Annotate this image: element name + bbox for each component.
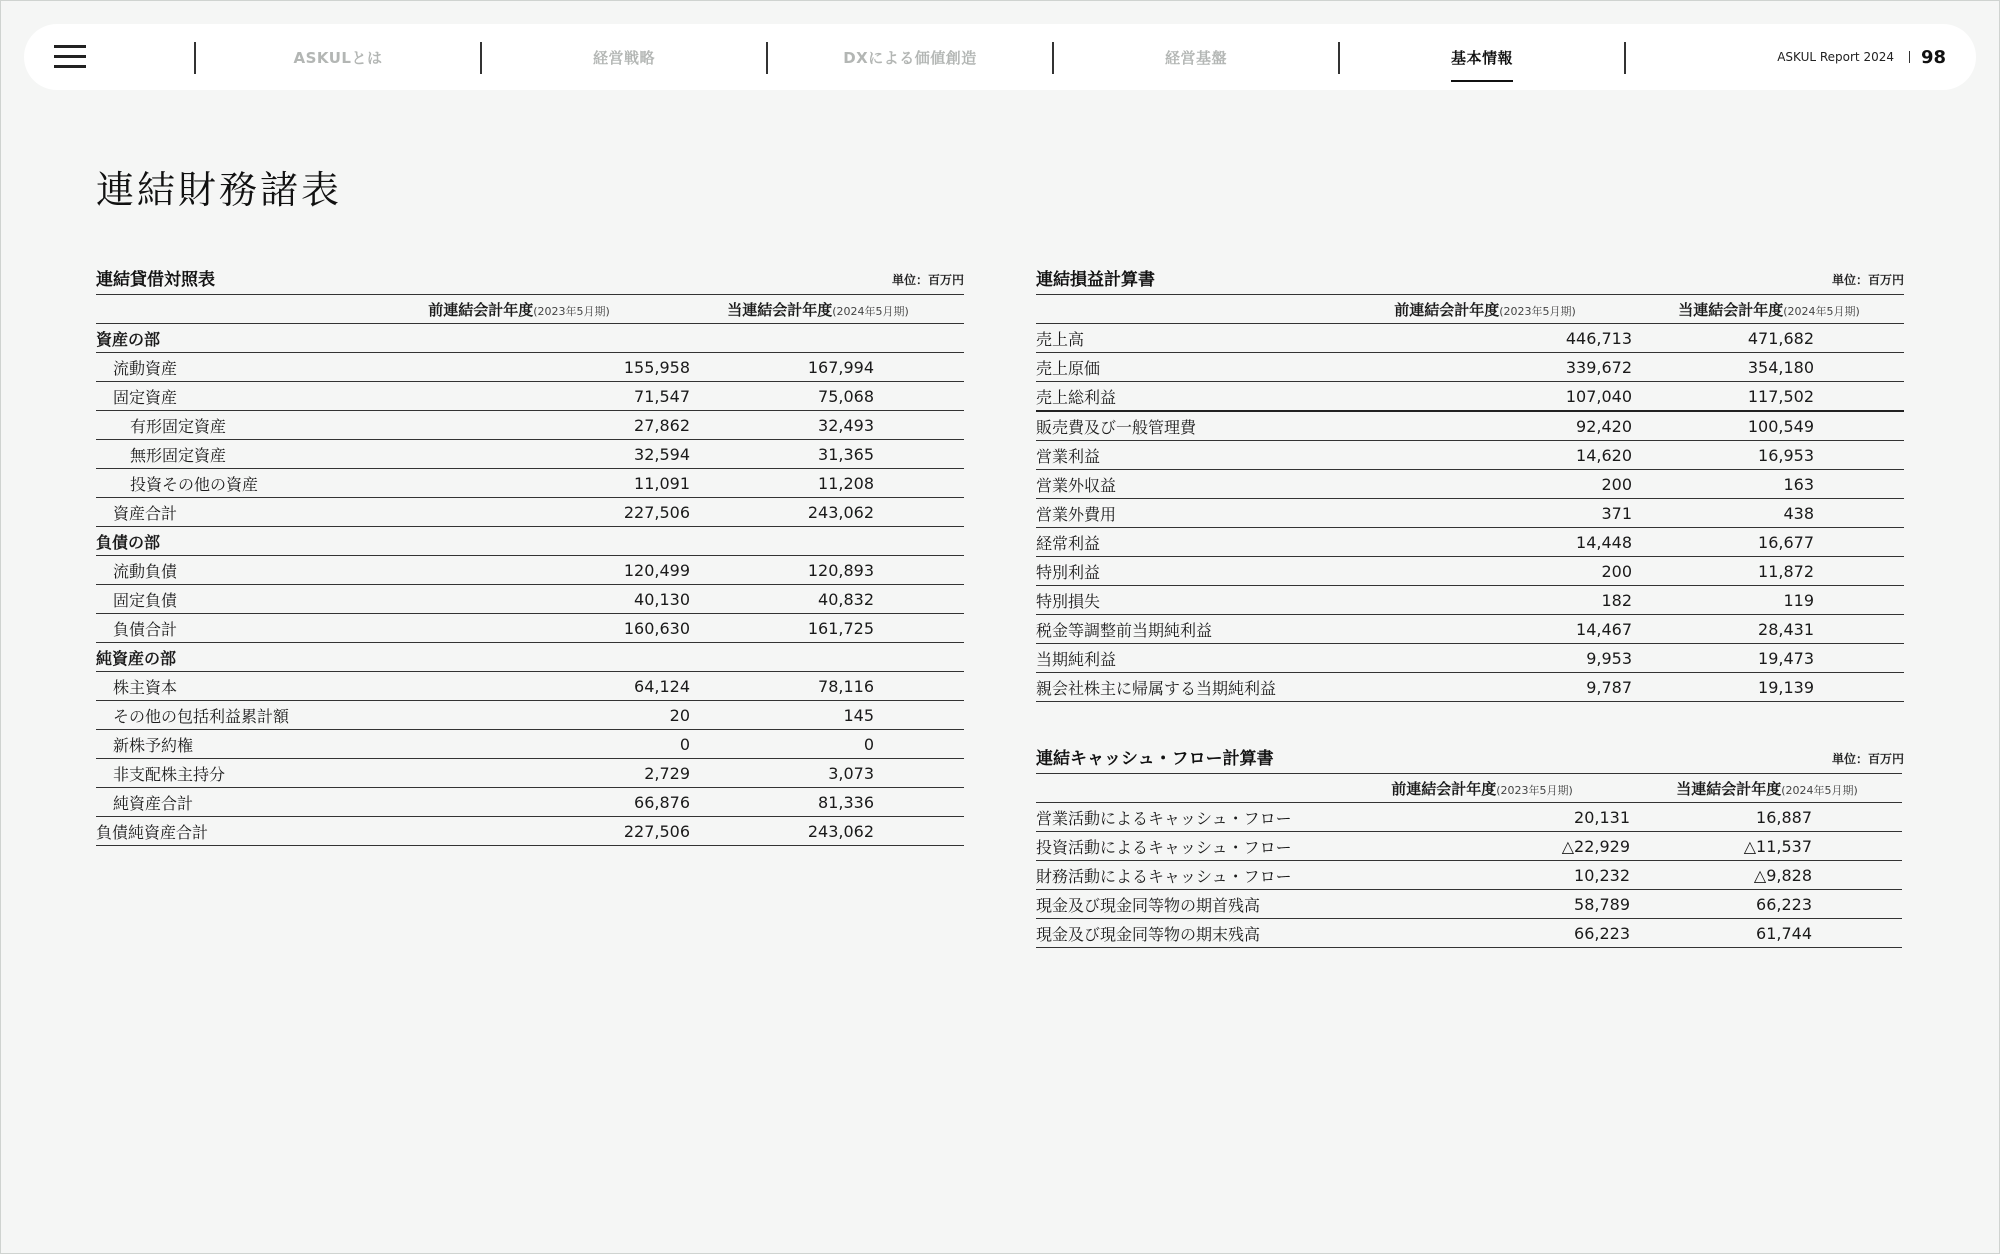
page-number: 98 [1920,46,1946,68]
table-row [96,498,964,527]
table-row [1036,324,1904,353]
table-row [96,643,964,672]
table-title: 連結貸借対照表 [96,270,215,290]
table-row [1036,586,1904,615]
value-current-year: 243,062 [692,498,964,527]
tab-management-foundation[interactable] [1054,24,1338,90]
value-current-year: 438 [1634,499,1904,528]
value-current-year: 11,208 [692,469,964,498]
value-current-year: 16,953 [1634,441,1904,470]
value-prior-year: 120,499 [366,556,692,585]
table-row [96,527,964,556]
row-label: 親会社株主に帰属する当期純利益 [1036,673,1336,702]
column-header-period: (2023年5月期) [533,304,610,318]
tab-askul-about[interactable] [196,24,480,90]
row-label: 負債の部 [96,527,366,556]
value-prior-year: 446,713 [1336,324,1634,353]
table-row [1036,615,1904,644]
value-current-year: 167,994 [692,353,964,382]
column-header-period: (2024年5月期) [832,304,909,318]
value-current-year: 471,682 [1634,324,1904,353]
value-current-year: 31,365 [692,440,964,469]
value-prior-year: 66,876 [366,788,692,817]
value-prior-year: 2,729 [366,759,692,788]
value-prior-year: 200 [1336,470,1634,499]
tab-label: DXによる価値創造 [843,48,977,67]
value-current-year: 40,832 [692,585,964,614]
row-label: その他の包括利益累計額 [96,701,366,730]
table-row [1036,861,1902,890]
table-caption [1036,262,1904,294]
row-label: 特別損失 [1036,586,1336,615]
row-label: 流動資産 [96,353,366,382]
value-current-year: 161,725 [692,614,964,643]
unit-label: 単位：百万円 [1831,752,1904,766]
row-label: 資産の部 [96,324,366,353]
value-current-year: 61,744 [1632,919,1902,948]
value-current-year: 78,116 [692,672,964,701]
column-header-label: 当連結会計年度 [1678,300,1784,319]
table-row [96,382,964,411]
value-current-year: 28,431 [1634,615,1904,644]
row-label: 営業外費用 [1036,499,1336,528]
value-prior-year: 0 [366,730,692,759]
table-row [96,556,964,585]
table-row [96,817,964,846]
value-prior-year: 20 [366,701,692,730]
header-row [1036,774,1902,803]
tab-dx-value-creation[interactable] [768,24,1052,90]
hamburger-menu-icon[interactable] [54,45,86,69]
value-prior-year: 11,091 [366,469,692,498]
row-label: 負債純資産合計 [96,817,366,846]
value-prior-year: 9,953 [1336,644,1634,673]
tab-label: ASKULとは [293,48,383,67]
value-current-year: 75,068 [692,382,964,411]
row-label: 当期純利益 [1036,644,1336,673]
value-current-year: 145 [692,701,964,730]
value-prior-year: 58,789 [1332,890,1632,919]
column-header [1632,774,1902,803]
value-current-year: 120,893 [692,556,964,585]
value-current-year: △9,828 [1632,861,1902,890]
value-prior-year: 9,787 [1336,673,1634,702]
value-prior-year: 20,131 [1332,803,1632,832]
value-prior-year [366,527,692,556]
row-label: 有形固定資産 [96,411,366,440]
table-row [96,411,964,440]
tab-basic-information[interactable] [1340,24,1624,90]
table-row [1036,890,1902,919]
value-current-year: 32,493 [692,411,964,440]
table-row [1036,353,1904,382]
value-current-year [692,527,964,556]
column-header [366,295,692,324]
column-header-period: (2024年5月期) [1781,783,1858,797]
top-navigation-bar [24,24,1976,90]
value-prior-year: 339,672 [1336,353,1634,382]
table-row [1036,673,1904,702]
value-current-year: 117,502 [1634,382,1904,412]
table-row [96,759,964,788]
table-row [96,469,964,498]
value-prior-year: 14,467 [1336,615,1634,644]
value-prior-year: 182 [1336,586,1634,615]
value-prior-year: 66,223 [1332,919,1632,948]
row-label: 売上原価 [1036,353,1336,382]
unit-label: 単位：百万円 [1831,273,1904,287]
row-label: 税金等調整前当期純利益 [1036,615,1336,644]
column-header-period: (2023年5月期) [1499,304,1576,318]
value-prior-year: 227,506 [366,817,692,846]
table-title: 連結損益計算書 [1036,270,1155,290]
value-current-year: 16,887 [1632,803,1902,832]
value-current-year: 243,062 [692,817,964,846]
table-title: 連結キャッシュ・フロー計算書 [1036,749,1274,769]
tab-label: 経営戦略 [592,48,655,67]
value-current-year: 16,677 [1634,528,1904,557]
table-row [1036,919,1902,948]
column-header-label: 前連結会計年度 [428,300,534,319]
header-label-cell [1036,774,1332,803]
row-label: 売上高 [1036,324,1336,353]
value-prior-year: 107,040 [1336,382,1634,412]
value-prior-year: 14,620 [1336,441,1634,470]
table-row [96,672,964,701]
table-row [1036,557,1904,586]
table-row [96,440,964,469]
value-current-year: 163 [1634,470,1904,499]
column-header-label: 前連結会計年度 [1391,779,1497,798]
table-row [1036,803,1902,832]
column-header-label: 当連結会計年度 [727,300,833,319]
row-label: 株主資本 [96,672,366,701]
value-current-year: 100,549 [1634,411,1904,441]
table-row [96,730,964,759]
row-label: 特別利益 [1036,557,1336,586]
table-row [1036,411,1904,441]
row-label: 営業外収益 [1036,470,1336,499]
header-row [96,295,964,324]
value-prior-year: 92,420 [1336,411,1634,441]
value-current-year: 11,872 [1634,557,1904,586]
value-current-year: 19,139 [1634,673,1904,702]
value-prior-year: 64,124 [366,672,692,701]
value-prior-year: 27,862 [366,411,692,440]
row-label: 販売費及び一般管理費 [1036,411,1336,441]
value-prior-year: 71,547 [366,382,692,411]
tab-label: 経営基盤 [1164,48,1227,67]
header-label-cell [1036,295,1336,324]
value-prior-year: 200 [1336,557,1634,586]
income-statement-table [1036,294,1904,702]
table-row [96,585,964,614]
header-label-cell [96,295,366,324]
column-header-period: (2023年5月期) [1496,783,1573,797]
page-title: 連結財務諸表 [96,168,343,213]
value-prior-year: 40,130 [366,585,692,614]
value-current-year: 3,073 [692,759,964,788]
value-prior-year [366,643,692,672]
row-label: 財務活動によるキャッシュ・フロー [1036,861,1332,890]
row-label: 純資産の部 [96,643,366,672]
active-tab-underline [1451,80,1513,82]
row-label: 資産合計 [96,498,366,527]
row-label: 経常利益 [1036,528,1336,557]
row-label: 固定資産 [96,382,366,411]
report-title: ASKUL Report 2024 [1777,50,1894,64]
row-label: 無形固定資産 [96,440,366,469]
income-statement-section [1036,262,1904,702]
cash-flow-table [1036,773,1902,948]
row-label: 営業活動によるキャッシュ・フロー [1036,803,1332,832]
row-label: 営業利益 [1036,441,1336,470]
table-caption [1036,741,1902,773]
tab-label: 基本情報 [1450,48,1513,67]
row-label: 新株予約権 [96,730,366,759]
page-number-separator [1909,51,1910,63]
table-row [96,324,964,353]
column-header [1336,295,1634,324]
row-label: 現金及び現金同等物の期末残高 [1036,919,1332,948]
balance-sheet-section [96,262,964,846]
value-current-year: △11,537 [1632,832,1902,861]
row-label: 固定負債 [96,585,366,614]
balance-sheet-table [96,294,964,846]
unit-label: 単位：百万円 [891,273,964,287]
table-row [1036,470,1904,499]
table-row [96,788,964,817]
value-prior-year: △22,929 [1332,832,1632,861]
table-row [1036,382,1904,412]
row-label: 負債合計 [96,614,366,643]
value-current-year [692,324,964,353]
table-caption [96,262,964,294]
row-label: 投資その他の資産 [96,469,366,498]
header-row [1036,295,1904,324]
column-header [692,295,964,324]
row-label: 純資産合計 [96,788,366,817]
value-prior-year: 155,958 [366,353,692,382]
value-prior-year: 32,594 [366,440,692,469]
table-row [96,353,964,382]
value-current-year: 19,473 [1634,644,1904,673]
value-prior-year: 227,506 [366,498,692,527]
table-row [96,701,964,730]
value-current-year [692,643,964,672]
value-prior-year [366,324,692,353]
table-row [1036,499,1904,528]
column-header-label: 当連結会計年度 [1676,779,1782,798]
row-label: 現金及び現金同等物の期首残高 [1036,890,1332,919]
value-prior-year: 10,232 [1332,861,1632,890]
table-row [1036,644,1904,673]
value-current-year: 81,336 [692,788,964,817]
column-header-label: 前連結会計年度 [1394,300,1500,319]
value-prior-year: 160,630 [366,614,692,643]
table-row [1036,441,1904,470]
table-row [96,614,964,643]
column-header [1332,774,1632,803]
value-current-year: 0 [692,730,964,759]
value-prior-year: 14,448 [1336,528,1634,557]
table-row [1036,832,1902,861]
row-label: 売上総利益 [1036,382,1336,412]
column-header [1634,295,1904,324]
nav-divider [1624,42,1626,74]
column-header-period: (2024年5月期) [1783,304,1860,318]
value-current-year: 354,180 [1634,353,1904,382]
row-label: 非支配株主持分 [96,759,366,788]
row-label: 流動負債 [96,556,366,585]
cash-flow-section [1036,741,1902,948]
table-row [1036,528,1904,557]
value-current-year: 119 [1634,586,1904,615]
value-prior-year: 371 [1336,499,1634,528]
row-label: 投資活動によるキャッシュ・フロー [1036,832,1332,861]
value-current-year: 66,223 [1632,890,1902,919]
tab-management-strategy[interactable] [482,24,766,90]
